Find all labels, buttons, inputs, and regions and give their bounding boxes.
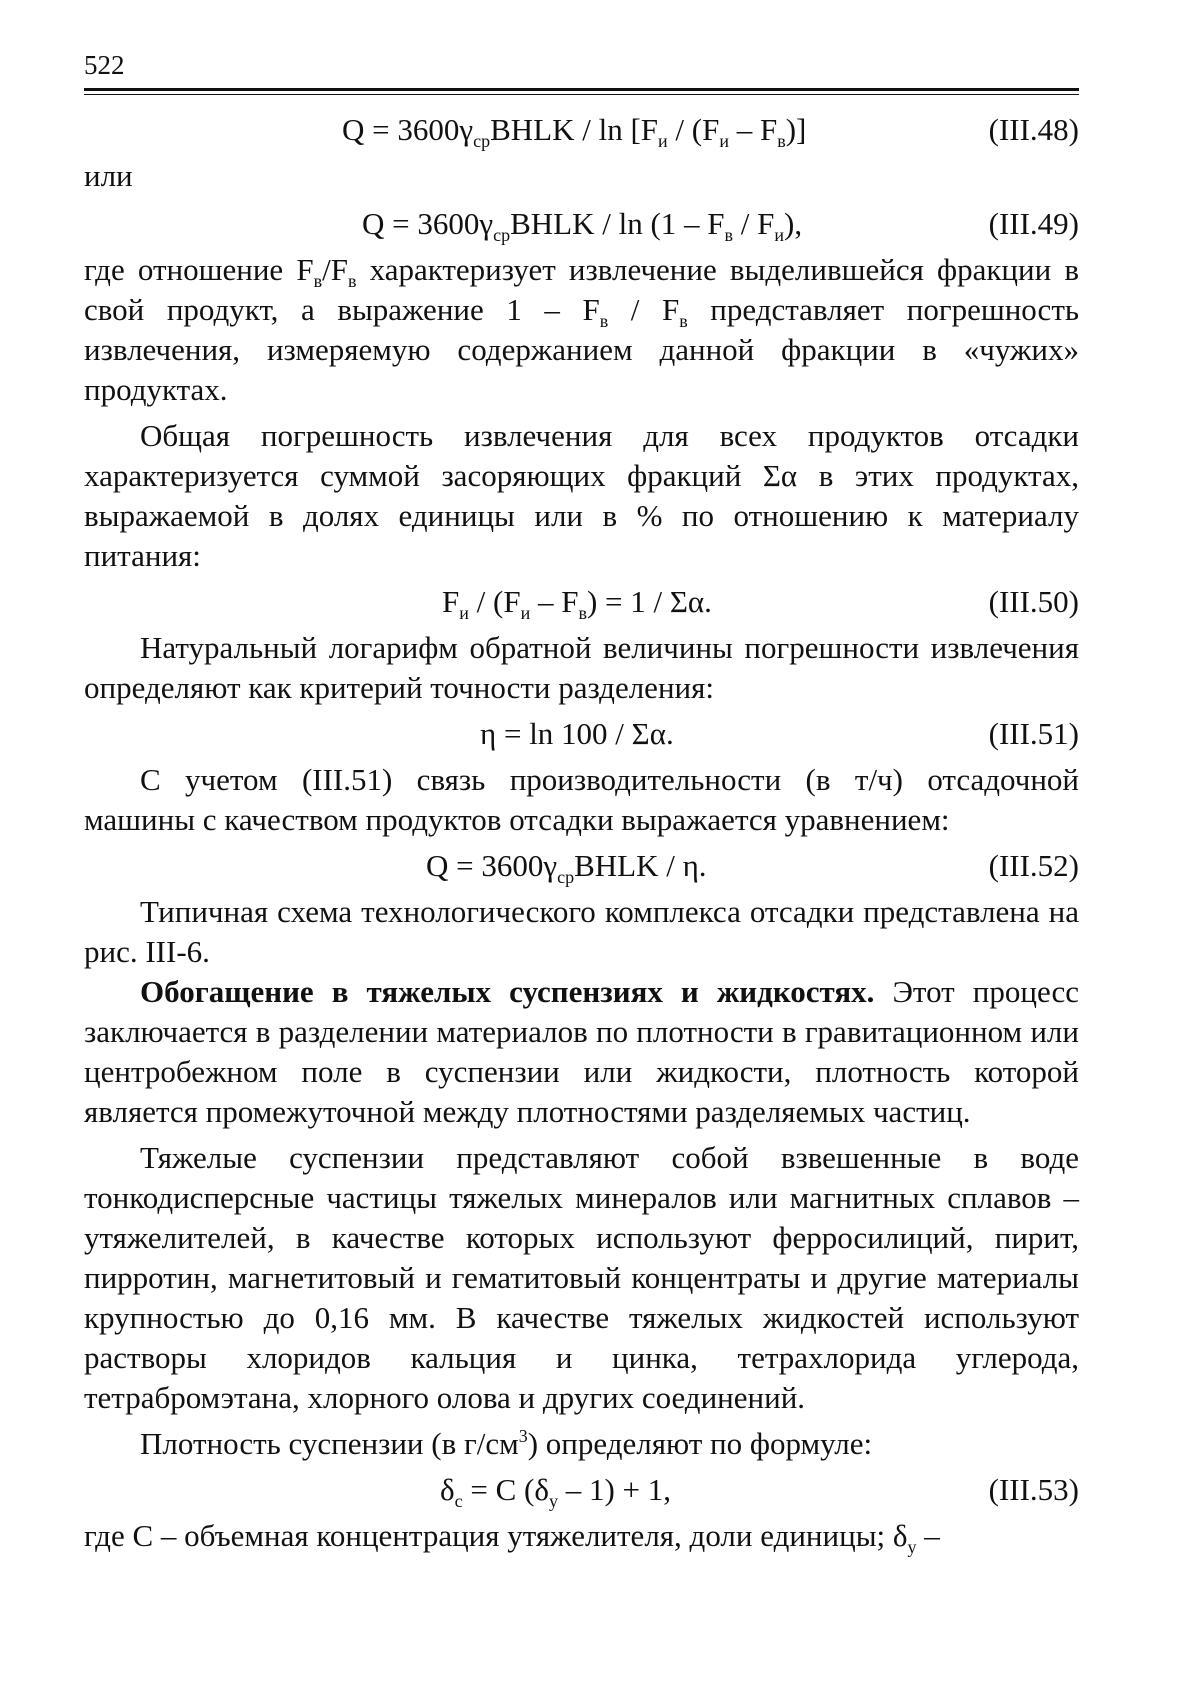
formula-III-52: [84, 844, 1079, 888]
connector-word: или: [84, 158, 133, 193]
paragraph: Тяжелые суспензии представляют собой взвешенные в воде тонкодисперсные частицы тяжелых минералов или магнитных сплавов – утяжелителей, в качестве которых используют ферросилиций, пирит, пирротин, магнетитовый и гематитовый концентраты и другие материалы крупностью до 0,16 мм. В качестве тяжелых жидкостей используют растворы хлоридов кальция и цинка, тетрахлорида углерода, тетрабромэтана, хлорного олова и других соединений.: [84, 1140, 1079, 1415]
formula-expression: $\delta_с = C$ $(\delta_у - 1) + 1$,: [440, 1472, 672, 1511]
formula-expression: $Q = 3600\gamma_{ср}BHLK / \eta$.: [426, 848, 707, 887]
formula-expression: η = ln 100 / Σα.: [480, 716, 674, 751]
paragraph: где отношение $F_в/F_в$ характеризует извлечение выделившейся фракции в свой продукт, а выражение $1 - F_в / F_в$ представляет погрешность извлечения, измеряемую содержанием данной фракции в «чужих» продуктах.: [84, 252, 1079, 407]
header-rule: [84, 88, 1079, 91]
formula-III-49: [84, 202, 1079, 246]
formula-III-50: [84, 580, 1079, 624]
formula-III-51: [84, 712, 1079, 756]
formula-number: (III.48): [988, 112, 1079, 147]
paragraph: где C – объемная концентрация утяжелителя, доли единицы; $\delta_у$ –: [84, 1518, 940, 1557]
header-rule-thin: [84, 94, 1079, 95]
formula-number: (III.53): [988, 1472, 1079, 1507]
paragraph: Плотность суспензии (в $г/см^3$) определяют по формуле:: [140, 1426, 873, 1461]
page-content: [84, 104, 1079, 1556]
formula-III-48: [84, 108, 1079, 152]
formula-expression: $F_и / (F_и - F_в) = 1 / \Sigma\alpha$.: [442, 584, 712, 623]
formula-number: (III.50): [988, 584, 1079, 619]
section-heading: Обогащение в тяжелых суспензиях и жидкостях.: [140, 974, 875, 1009]
page-number: 522: [84, 50, 125, 80]
formula-number: (III.52): [988, 848, 1079, 883]
paragraph: Натуральный логарифм обратной величины погрешности извлечения определяют как критерий точности разделения:: [84, 630, 1079, 705]
paragraph: С учетом (III.51) связь производительности (в т/ч) отсадочной машины с качеством продуктов отсадки выражается уравнением:: [84, 762, 1079, 837]
formula-number: (III.49): [988, 206, 1079, 241]
formula-III-53: [84, 1468, 1079, 1512]
formula-expression: $Q = 3600\gamma_{ср}BHLK / \ln (1 - F_в / F_и)$,: [362, 206, 803, 245]
paragraph: Общая погрешность извлечения для всех продуктов отсадки характеризуется суммой засоряющих фракций Σα в этих продуктах, выражаемой в долях единицы или в % по отношению к материалу питания:: [84, 418, 1079, 573]
formula-number: (III.51): [988, 716, 1079, 751]
formula-expression: $Q = 3600\gamma_{ср}BHLK / \ln [F_и / (F_и - F_в)]$: [342, 112, 807, 151]
paragraph: Обогащение в тяжелых суспензиях и жидкостях. Этот процесс заключается в разделении материалов по плотности в гравитационном или центробежном поле в суспензии или жидкости, плотность которой является промежуточной между плотностями разделяемых частиц.: [84, 974, 1079, 1129]
paragraph: Типичная схема технологического комплекса отсадки представлена на рис. III-6.: [84, 894, 1079, 969]
